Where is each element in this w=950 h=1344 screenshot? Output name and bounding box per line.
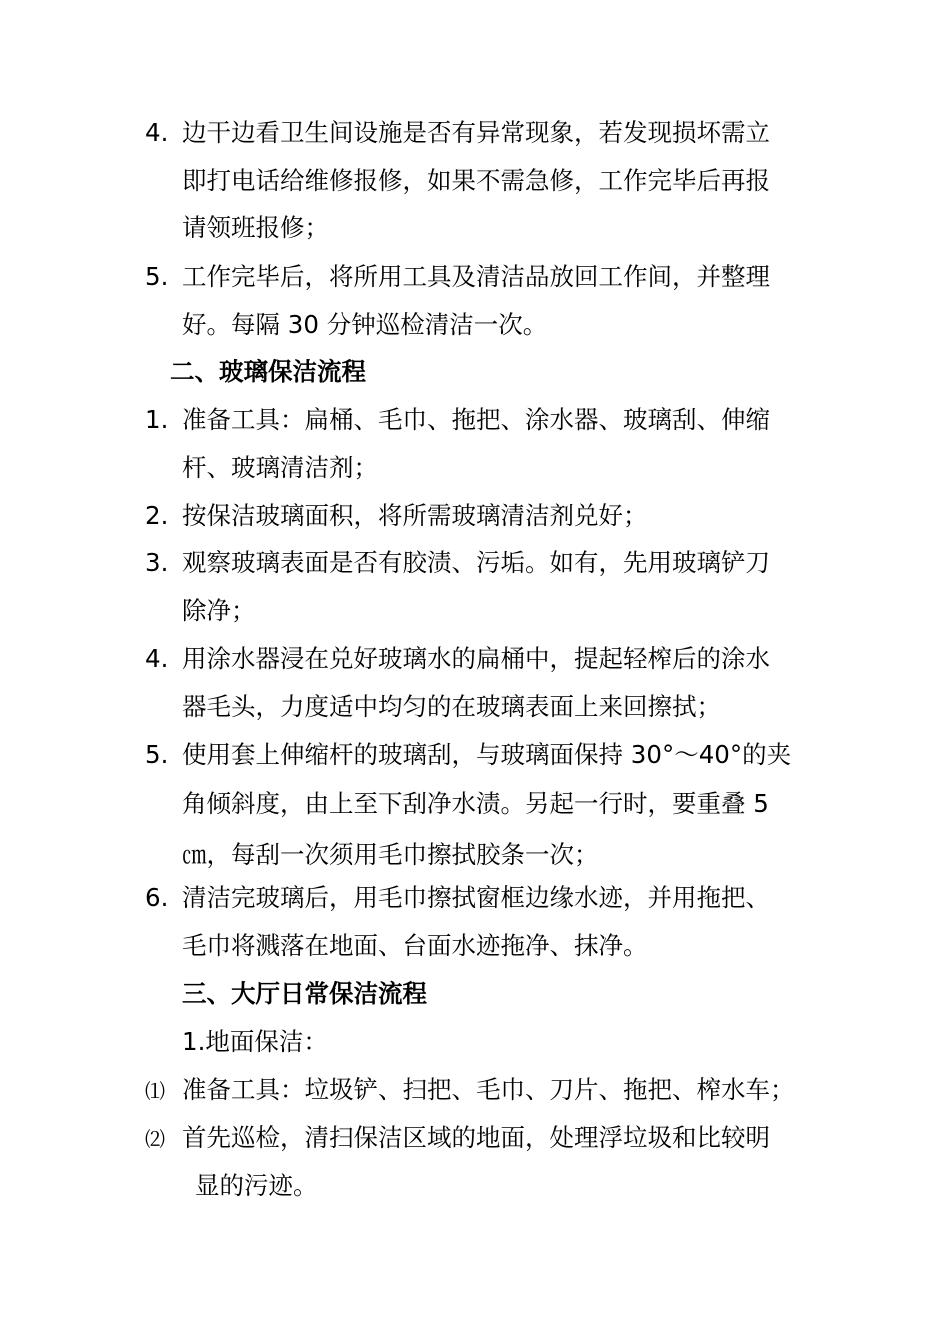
list-text-line: 准备工具：扁桶、毛巾、拖把、涂水器、玻璃刮、伸缩: [182, 405, 770, 434]
list-number: 3.: [145, 548, 169, 577]
list-number: 5.: [145, 740, 169, 769]
section-heading: 二、玻璃保洁流程: [170, 357, 366, 386]
list-number: ⑴: [145, 1079, 165, 1103]
list-text-line: 角倾斜度，由上至下刮净水渍。另起一行时，要重叠 5: [182, 789, 769, 818]
list-number: 2.: [145, 501, 169, 530]
list-number: 1.: [145, 405, 169, 434]
subsection-heading: 1.地面保洁：: [182, 1027, 328, 1056]
list-text-line: 用涂水器浸在兑好玻璃水的扁桶中，提起轻榨后的涂水: [182, 644, 770, 673]
list-text-line: ㎝，每刮一次须用毛巾擦拭胶条一次；: [182, 840, 599, 869]
list-text-line: 清洁完玻璃后，用毛巾擦拭窗框边缘水迹，并用拖把、: [182, 883, 770, 912]
list-text-line: 按保洁玻璃面积，将所需玻璃清洁剂兑好；: [182, 501, 648, 530]
list-number: ⑵: [145, 1127, 165, 1151]
list-text-line: 杆、玻璃清洁剂；: [182, 453, 378, 482]
list-text-line: 观察玻璃表面是否有胶渍、污垢。如有，先用玻璃铲刀: [182, 548, 770, 577]
list-number: 4.: [145, 118, 169, 147]
list-text-line: 器毛头，力度适中均匀的在玻璃表面上来回擦拭；: [182, 692, 721, 721]
list-number: 5.: [145, 262, 169, 291]
list-text-line: 除净；: [182, 596, 256, 625]
list-text-line: 准备工具：垃圾铲、扫把、毛巾、刀片、拖把、榨水车；: [182, 1075, 795, 1104]
list-number: 4.: [145, 644, 169, 673]
list-number: 6.: [145, 883, 169, 912]
list-text-line: 毛巾将溅落在地面、台面水迹拖净、抹净。: [182, 931, 648, 960]
list-text-line: 首先巡检，清扫保洁区域的地面，处理浮垃圾和比较明: [182, 1123, 770, 1152]
section-heading: 三、大厅日常保洁流程: [182, 979, 427, 1008]
list-text-line: 显的污迹。: [195, 1171, 318, 1200]
list-text-line: 好。每隔 30 分钟巡检清洁一次。: [182, 310, 548, 339]
list-text-line: 工作完毕后，将所用工具及清洁品放回工作间，并整理: [182, 262, 770, 291]
list-text-line: 即打电话给维修报修，如果不需急修，工作完毕后再报: [182, 166, 770, 195]
list-text-line: 边干边看卫生间设施是否有异常现象，若发现损坏需立: [182, 118, 770, 147]
list-text-line: 请领班报修；: [182, 213, 329, 242]
list-text-line: 使用套上伸缩杆的玻璃刮，与玻璃面保持 30°～40°的夹: [182, 740, 792, 769]
